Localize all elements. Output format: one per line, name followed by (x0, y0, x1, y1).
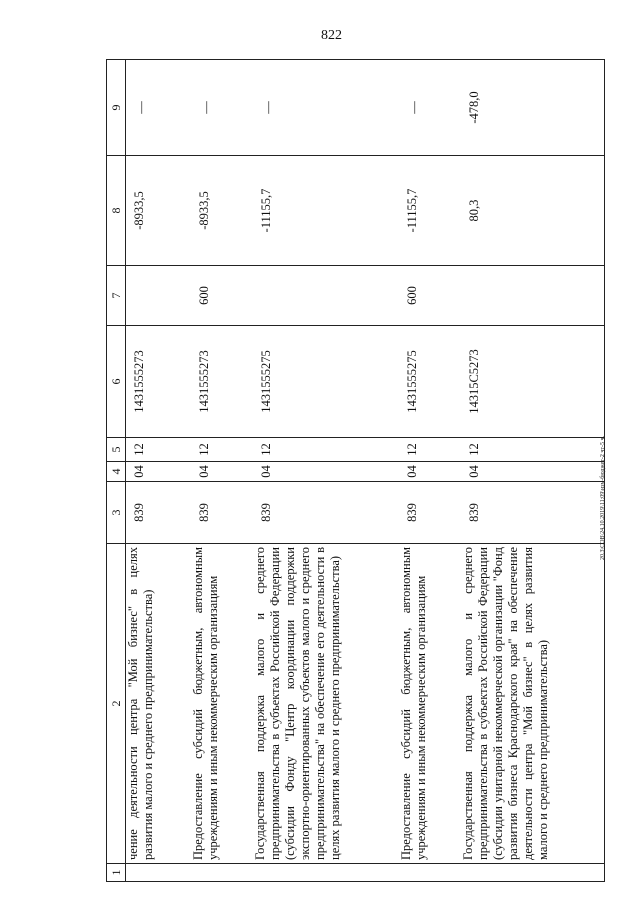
dash-value: — (134, 101, 148, 114)
row-description: чение деятельности центра "Мой бизнес" в целях развития малого и среднего предпринимательства) (126, 547, 155, 860)
cell-expense-type (253, 266, 399, 326)
table-header-row (107, 60, 126, 882)
cell-section: 04 (253, 462, 399, 482)
cell-description (399, 544, 461, 864)
cell-expense-type (461, 266, 605, 326)
cell-subsection: 12 (253, 438, 399, 462)
rotated-table-container (106, 60, 603, 882)
cell-description (126, 544, 191, 864)
cell-code: 839 (399, 482, 461, 544)
table-row (399, 60, 461, 882)
cell-code: 839 (191, 482, 253, 544)
cell-target-article: 1431555275 (253, 326, 399, 438)
cell-col1 (461, 864, 605, 882)
cell-target-article: 14315C5273 (461, 326, 605, 438)
cell-description (253, 544, 399, 864)
cell-section: 04 (399, 462, 461, 482)
cell-section: 04 (126, 462, 191, 482)
row-description: Предоставление субсидий бюджетным, автономным учреждениям и иным некоммерческим организациям (190, 547, 220, 860)
cell-col1 (126, 864, 191, 882)
cell-target-article: 1431555273 (126, 326, 191, 438)
dash-value: — (406, 101, 421, 114)
cell-col1 (399, 864, 461, 882)
cell-amount-1: 80,3 (461, 156, 605, 266)
footer-document-code: 20.3\COB\24.10.2019\11:09\изм-бюджет-2 чт-5 ч. (600, 435, 606, 560)
cell-col1 (191, 864, 253, 882)
column-header: 6 (107, 326, 126, 438)
cell-section: 04 (191, 462, 253, 482)
cell-description (461, 544, 605, 864)
page-number: 822 (321, 28, 342, 43)
table-row (253, 60, 399, 882)
cell-subsection: 12 (191, 438, 253, 462)
column-header: 2 (107, 544, 126, 864)
cell-expense-type (126, 266, 191, 326)
dash-value: — (198, 101, 213, 114)
cell-description (191, 544, 253, 864)
cell-amount-1: -11155,7 (253, 156, 399, 266)
row-description: Предоставление субсидий бюджетным, автономным учреждениям и иным некоммерческим организациям (398, 547, 428, 860)
column-header: 5 (107, 438, 126, 462)
cell-section: 04 (461, 462, 605, 482)
cell-code: 839 (461, 482, 605, 544)
dash-value: — (260, 101, 275, 114)
cell-amount-2 (253, 60, 399, 156)
cell-amount-2 (399, 60, 461, 156)
cell-amount-1: -11155,7 (399, 156, 461, 266)
cell-target-article: 1431555273 (191, 326, 253, 438)
cell-amount-2 (191, 60, 253, 156)
column-header: 1 (107, 864, 126, 882)
table-row (126, 60, 191, 882)
cell-target-article: 1431555275 (399, 326, 461, 438)
column-header: 9 (107, 60, 126, 156)
cell-code: 839 (253, 482, 399, 544)
cell-subsection: 12 (461, 438, 605, 462)
column-header: 3 (107, 482, 126, 544)
cell-code: 839 (126, 482, 191, 544)
budget-table (106, 59, 605, 882)
row-description: Государственная поддержка малого и среднего предпринимательства в субъектах Российской Федерации (субсидии Фонду "Центр координации поддержки экспортно-ориентированных субъектов малого и среднего предпринимательства" на обеспечение его деятельности в целях развития малого и среднего предпринимательства) (252, 547, 342, 860)
cell-amount-2: -478,0 (461, 60, 605, 156)
column-header: 4 (107, 462, 126, 482)
table-row (191, 60, 253, 882)
cell-expense-type: 600 (399, 266, 461, 326)
cell-col1 (253, 864, 399, 882)
cell-amount-2 (126, 60, 191, 156)
cell-amount-1: -8933,5 (191, 156, 253, 266)
cell-subsection: 12 (126, 438, 191, 462)
cell-subsection: 12 (399, 438, 461, 462)
column-header: 7 (107, 266, 126, 326)
row-description: Государственная поддержка малого и среднего предпринимательства в субъектах Российской Федерации (субсидии унитарной некоммерческой организации "Фонд развития бизнеса Краснодарского края" на обеспечение деятельности центра "Мой бизнес" в целях развития малого и среднего предпринимательства) (460, 547, 550, 860)
cell-expense-type: 600 (191, 266, 253, 326)
column-header: 8 (107, 156, 126, 266)
table-row (461, 60, 605, 882)
cell-amount-1: -8933,5 (126, 156, 191, 266)
